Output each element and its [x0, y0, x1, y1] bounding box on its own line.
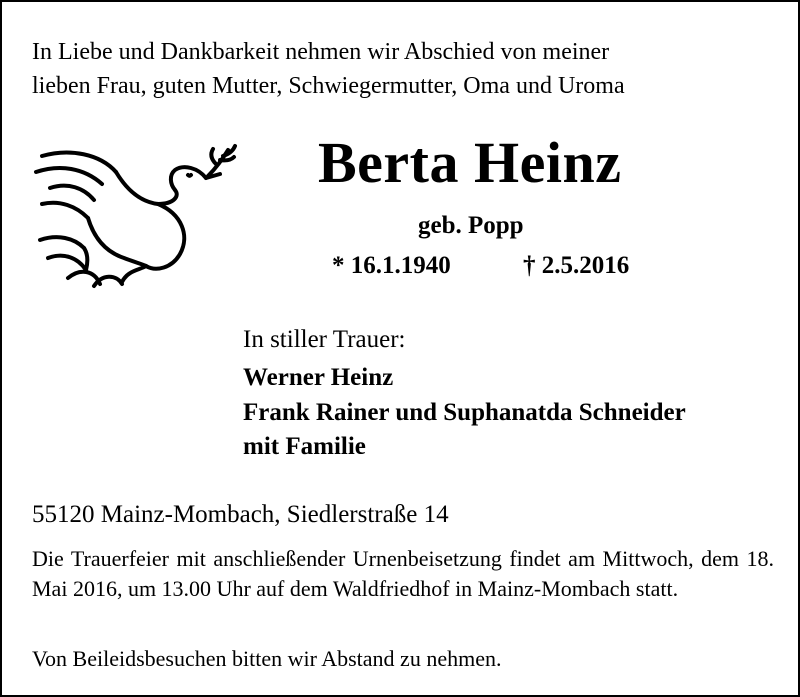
mourner-name: Werner Heinz — [243, 364, 394, 391]
mourner-family: mit Familie — [243, 433, 366, 460]
address: 55120 Mainz-Mombach, Siedlerstraße 14 — [32, 501, 449, 528]
condolence-note: Von Beileidsbesuchen bitten wir Abstand zu nehmen. — [32, 646, 502, 671]
intro-line-2: lieben Frau, guten Mutter, Schwiegermutter, Oma und Uroma — [32, 73, 625, 99]
deceased-name: Berta Heinz — [318, 130, 622, 195]
maiden-name: geb. Popp — [418, 212, 524, 239]
intro-line-1: In Liebe und Dankbarkeit nehmen wir Abschied von meiner — [32, 39, 610, 65]
death-date: † 2.5.2016 — [523, 252, 630, 279]
birth-date: * 16.1.1940 — [332, 252, 451, 279]
mourner-name: Frank Rainer und Suphanatda Schneider — [243, 399, 686, 426]
dove-icon — [30, 142, 252, 297]
mourners-intro: In stiller Trauer: — [243, 326, 406, 353]
ceremony-info: Die Trauerfeier mit anschließender Urnenbeisetzung findet am Mittwoch, dem 18. Mai 2016, um 13.00 Uhr auf dem Waldfriedhof in Mainz-Mombach statt. — [32, 546, 774, 601]
